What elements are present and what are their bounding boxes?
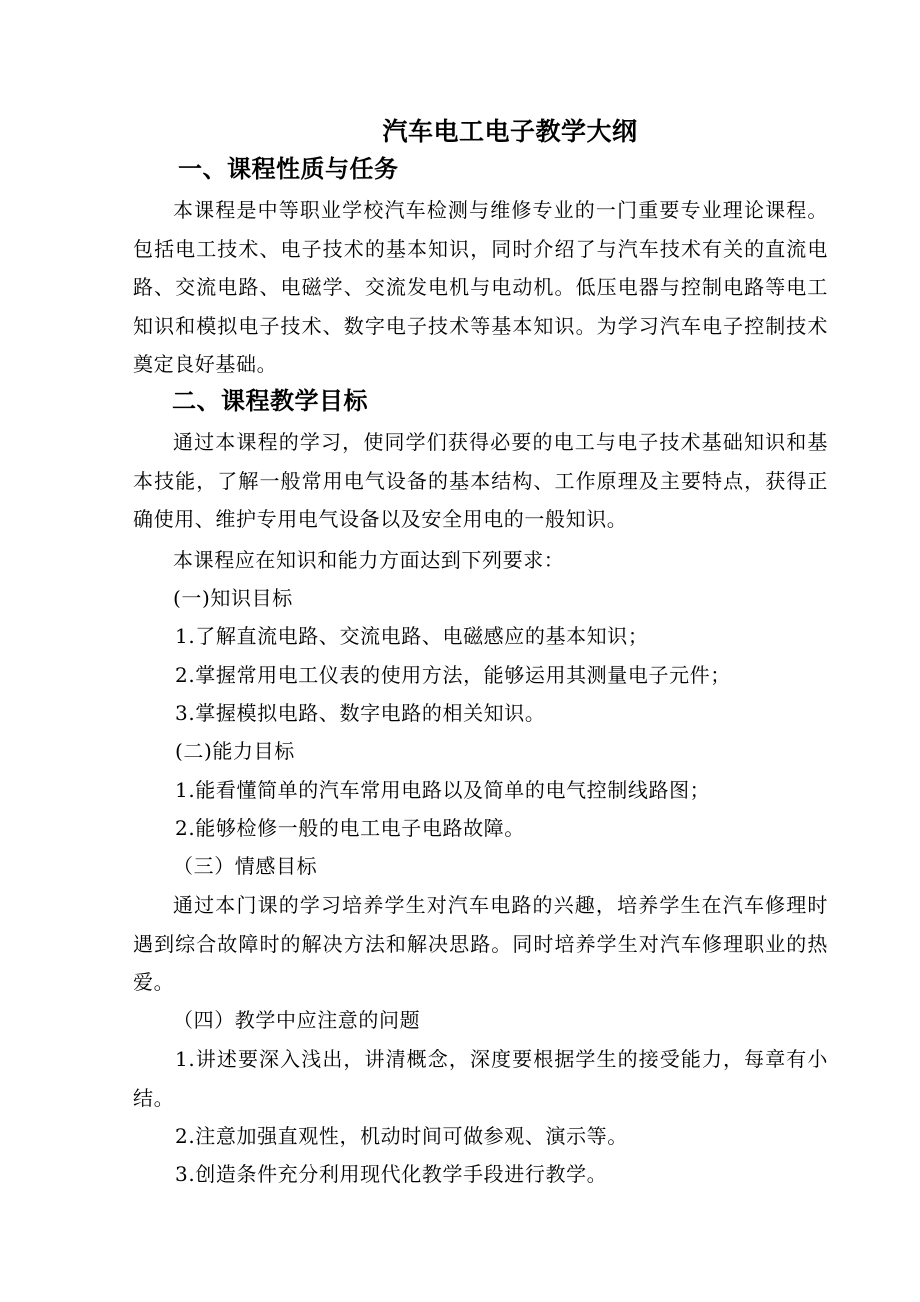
teaching-note-item: 2.注意加强直观性，机动时间可做参观、演示等。 <box>175 1124 628 1148</box>
subheading-ability-goals: (二)能力目标 <box>175 739 295 763</box>
paragraph-teaching-objectives: 通过本课程的学习，使同学们获得必要的电工与电子技术基础知识和基本技能，了解一般常用电气设备的基本结构、工作原理及主要特点，获得正确使用、维护专用电气设备以及安全用电的一般知识。 <box>133 430 828 531</box>
knowledge-item: 2.掌握常用电工仪表的使用方法，能够运用其测量电子元件； <box>175 663 731 687</box>
requirements-intro: 本课程应在知识和能力方面达到下列要求： <box>173 548 565 572</box>
knowledge-item: 1.了解直流电路、交流电路、电磁感应的基本知识； <box>175 624 649 648</box>
paragraph-emotion-goals: 通过本门课的学习培养学生对汽车电路的兴趣，培养学生在汽车修理时遇到综合故障时的解决方法和解决思路。同时培养学生对汽车修理职业的热爱。 <box>133 893 828 994</box>
ability-item: 2.能够检修一般的电工电子电路故障。 <box>175 816 525 840</box>
ability-item: 1.能看懂简单的汽车常用电路以及简单的电气控制线路图； <box>175 778 711 802</box>
subheading-knowledge-goals: (一)知识目标 <box>173 586 293 610</box>
teaching-note-item-1: 1.讲述要深入浅出，讲清概念，深度要根据学生的接受能力，每章有小结。 <box>133 1047 828 1110</box>
section-heading-teaching-objectives: 二、课程教学目标 <box>172 387 368 415</box>
document-title: 汽车电工电子教学大纲 <box>382 117 638 146</box>
section-heading-course-nature: 一、课程性质与任务 <box>178 155 399 183</box>
paragraph-course-nature: 本课程是中等职业学校汽车检测与维修专业的一门重要专业理论课程。包括电工技术、电子技术的基本知识，同时介绍了与汽车技术有关的直流电路、交流电路、电磁学、交流发电机与电动机。低压电器与控制电路等电工知识和模拟电子技术、数字电子技术等基本知识。为学习汽车电子控制技术奠定良好基础。 <box>133 198 828 376</box>
subheading-emotion-goals: （三）情感目标 <box>173 854 318 878</box>
teaching-note-item: 3.创造条件充分利用现代化教学手段进行教学。 <box>175 1162 608 1186</box>
subheading-teaching-notes: （四）教学中应注意的问题 <box>173 1008 421 1032</box>
knowledge-item: 3.掌握模拟电路、数字电路的相关知识。 <box>175 701 546 725</box>
